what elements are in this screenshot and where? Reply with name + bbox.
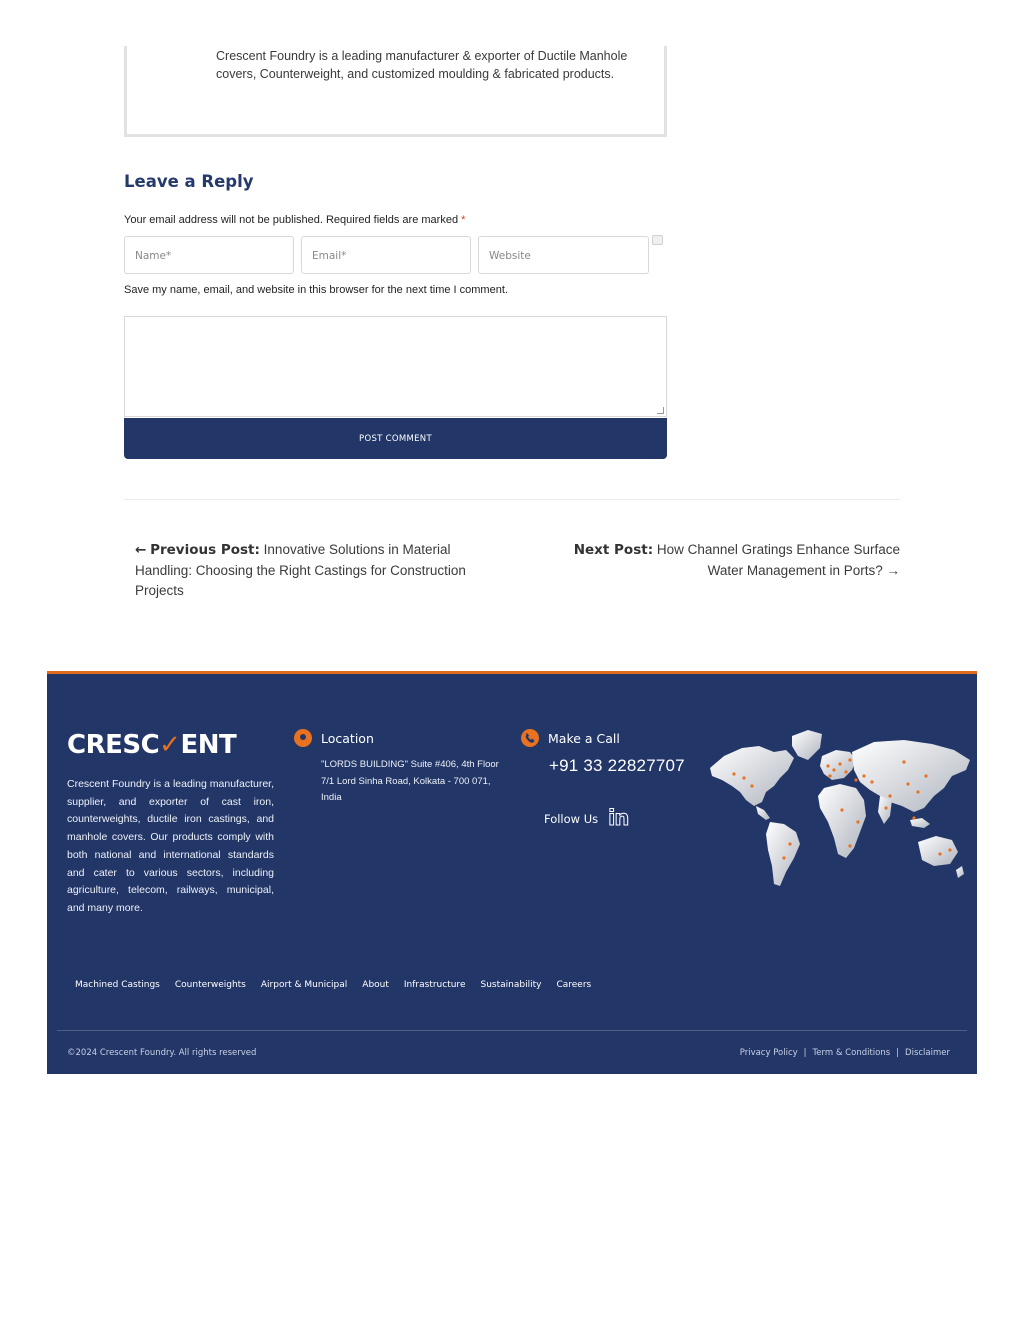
footer-link-infrastructure[interactable]: Infrastructure [403,980,466,990]
post-comment-button[interactable]: POST COMMENT [124,418,667,459]
next-post-label: Next Post: [573,542,654,558]
footer-link-sustainability[interactable]: Sustainability [480,980,542,990]
privacy-policy-link[interactable]: Privacy Policy [739,1048,798,1058]
legal-divider: | [896,1048,900,1058]
phone-number[interactable]: +91 33 22827707 [549,756,685,775]
footer-link-machined-castings[interactable]: Machined Castings [75,980,160,990]
previous-arrow-icon: ← [135,542,147,558]
comment-notes [124,214,465,226]
author-box [124,46,667,137]
logo-text-start: CRESC [67,730,160,760]
location-heading [294,729,374,747]
previous-post-link[interactable] [135,540,505,602]
phone-icon [521,729,539,747]
logo-accent: ✓ [159,730,181,760]
footer-link-about[interactable]: About [362,980,389,990]
website-field[interactable]: Website [478,236,649,274]
logo-text-end: ENT [180,730,237,760]
comment-textarea[interactable] [124,316,667,417]
footer-link-counterweights[interactable]: Counterweights [174,980,246,990]
world-map-icon [704,726,976,894]
terms-link[interactable]: Term & Conditions [812,1048,891,1058]
comment-notes-text: Your email address will not be published. Required fields are marked [124,214,459,226]
footer-link-careers[interactable]: Careers [556,980,592,990]
footer-about: Crescent Foundry is a leading manufacturer, supplier, and exporter of cast iron, counterweights, ductile iron castings, and manhole covers. Our products comply with both national and international standards and cater to various sectors, including agriculture, telecom, railways, municipal, and many more. [67,778,274,914]
linkedin-icon[interactable]: in [608,806,629,830]
reply-title: Leave a Reply [124,172,254,191]
follow-us [544,808,628,829]
footer-divider [57,1030,967,1031]
name-field[interactable]: Name* [124,236,294,274]
cookie-consent-checkbox[interactable] [652,235,663,245]
next-post-title: How Channel Gratings Enhance Surface Water Management in Ports? [656,542,900,578]
save-info-label: Save my name, email, and website in this browser for the next time I comment. [124,284,508,296]
address-text: "LORDS BUILDING" Suite #406, 4th Floor 7/1 Lord Sinha Road, Kolkata - 700 071, India [321,759,499,803]
crescent-logo[interactable] [67,730,236,760]
footer-link-airport-municipal[interactable]: Airport & Municipal [260,980,348,990]
call-heading-label: Make a Call [548,730,620,746]
location-heading-label: Location [321,730,374,746]
legal-links [740,1048,950,1058]
site-footer [47,671,977,1074]
map-pin-icon [294,729,312,747]
required-mark: * [461,214,466,226]
legal-divider: | [803,1048,807,1058]
previous-post-title: Innovative Solutions in Material Handling: Choosing the Right Castings for Construction Projects [135,542,466,598]
previous-post-label: Previous Post: [150,542,260,558]
follow-us-label: Follow Us [544,811,599,826]
disclaimer-link[interactable]: Disclaimer [905,1048,950,1058]
footer-nav [75,980,591,990]
divider [124,499,900,500]
email-field[interactable]: Email* [301,236,471,274]
call-heading [521,729,620,747]
next-arrow-icon: → [886,562,900,578]
copyright: ©2024 Crescent Foundry. All rights reserved [67,1048,257,1058]
next-post-link[interactable] [555,540,900,581]
author-bio: Crescent Foundry is a leading manufacturer & exporter of Ductile Manhole covers, Counterweight, and customized moulding & fabricated products. [216,49,628,81]
